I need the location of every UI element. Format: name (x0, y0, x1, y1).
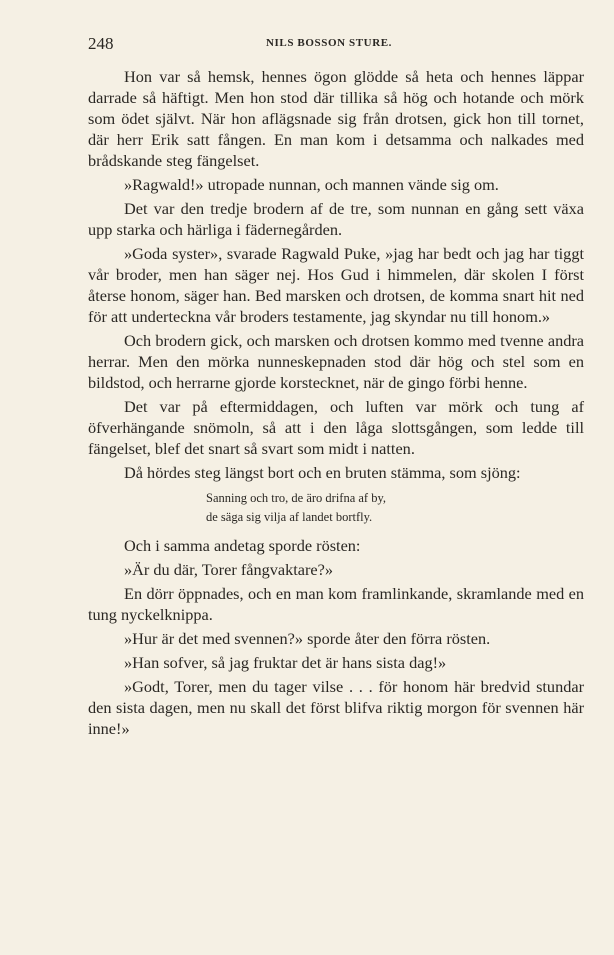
page-number: 248 (88, 34, 114, 53)
page-header (88, 34, 584, 52)
running-title: NILS BOSSON STURE. (266, 37, 393, 49)
paragraph: Det var på eftermiddagen, och luften var mörk och tung af öfverhängande snömoln, så att i den låga slottsgången, som ledde till fängelset, blef det snart så svart som midt i natten. (88, 397, 584, 458)
paragraph: Det var den tredje brodern af de tre, som nunnan en gång sett växa upp starka och härliga i fädernegården. (88, 199, 584, 239)
paragraph: En dörr öppnades, och en man kom framlinkande, skramlande med en tung nyckelknippa. (88, 584, 584, 624)
verse-line: de säga sig vilja af landet bortfly. (206, 510, 373, 524)
paragraph: Och i samma andetag sporde rösten: (124, 536, 361, 555)
verse-line: Sanning och tro, de äro drifna af by, (206, 491, 387, 505)
paragraph: »Goda syster», svarade Ragwald Puke, »jag har bedt och jag har tiggt vår broder, men han säger nej. Hos Gud i himmelen, där skolen I först återse honom, säger han. Bed marsken och drotsen, de komma snart hit ned för att underteckna vår broders testamente, jag skyndar nu till honom.» (88, 244, 584, 326)
paragraph: »Är du där, Torer fångvaktare?» (124, 560, 334, 579)
paragraph: »Han sofver, så jag fruktar det är hans sista dag!» (124, 653, 447, 672)
paragraph: »Godt, Torer, men du tager vilse . . . för honom här bredvid stundar den sista dagen, men nu skall det först blifva riktig morgon för svennen här inne!» (88, 677, 584, 738)
paragraph: Då hördes steg längst bort och en bruten stämma, som sjöng: (124, 463, 521, 482)
page-body (88, 66, 584, 742)
paragraph: »Ragwald!» utropade nunnan, och mannen vände sig om. (124, 175, 499, 194)
verse-block (206, 489, 584, 527)
paragraph: Hon var så hemsk, hennes ögon glödde så heta och hennes läppar darrade så häftigt. Men hon stod där tillika så hög och hotande och mörk som ödet självt. När hon aflägsnade sig från drotsen, gick hon till tornet, där herr Erik satt fången. En man kom i detsamma och nalkades med brådskande steg fängelset. (88, 67, 584, 170)
paragraph: »Hur är det med svennen?» sporde åter den förra rösten. (124, 629, 491, 648)
paragraph: Och brodern gick, och marsken och drotsen kommo med tvenne andra herrar. Men den mörka nunneskepnaden stod där hög och stel som en bildstod, och herrarne gjorde korstecknet, när de gingo förbi henne. (88, 331, 584, 392)
